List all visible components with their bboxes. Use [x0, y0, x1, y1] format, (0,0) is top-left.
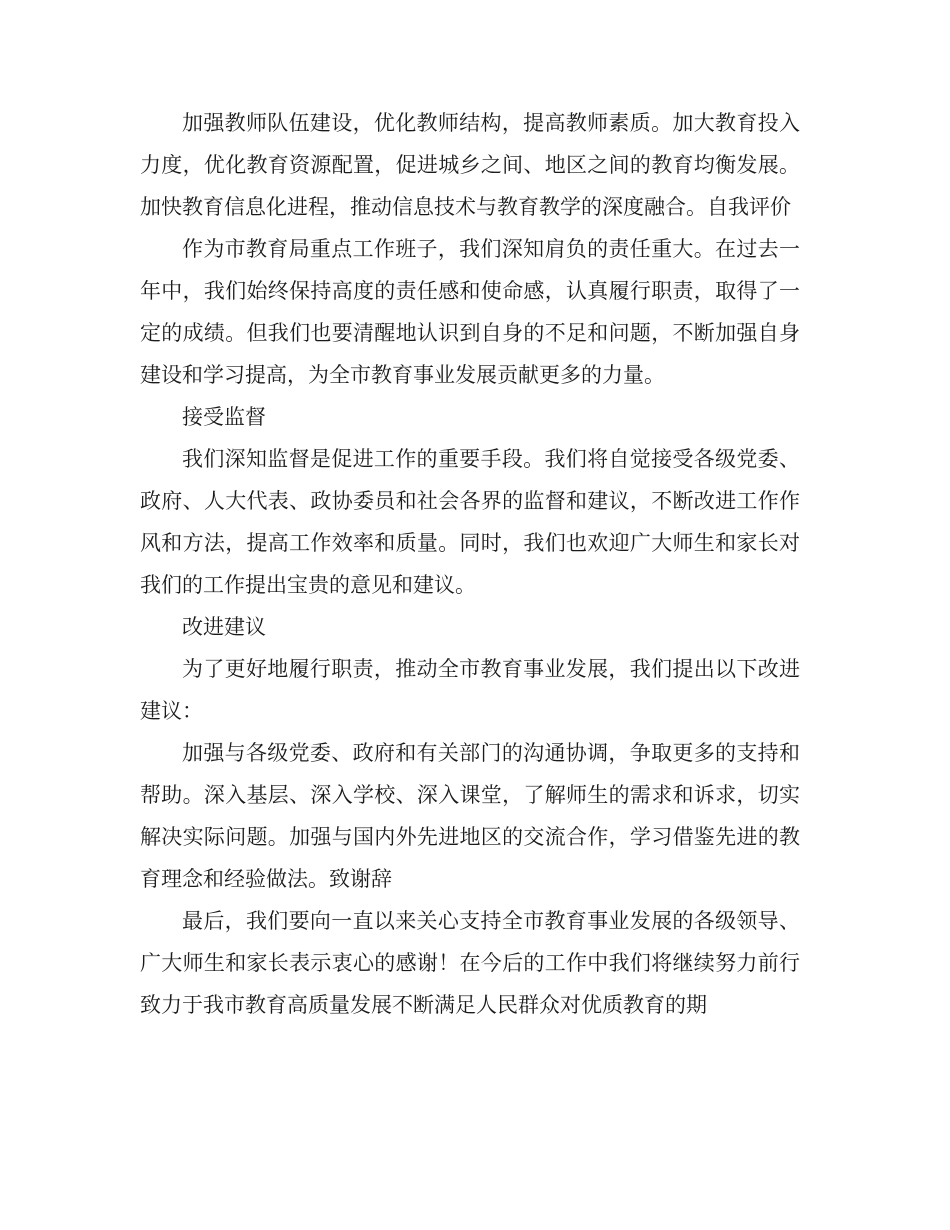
paragraph: 加强与各级党委、政府和有关部门的沟通协调，争取更多的支持和帮助。深入基层、深入学校、深入课堂，了解师生的需求和诉求，切实解决实际问题。加强与国内外先进地区的交流合作，学习借鉴先进的教育理念和经验做法。致谢辞 — [140, 741, 800, 891]
paragraph: 我们深知监督是促进工作的重要手段。我们将自觉接受各级党委、政府、人大代表、政协委员和社会各界的监督和建议，不断改进工作作风和方法，提高工作效率和质量。同时，我们也欢迎广大师生和家长对我们的工作提出宝贵的意见和建议。 — [140, 447, 800, 597]
paragraph: 作为市教育局重点工作班子，我们深知肩负的责任重大。在过去一年中，我们始终保持高度的责任感和使命感，认真履行职责，取得了一定的成绩。但我们也要清醒地认识到自身的不足和问题，不断加强自身建设和学习提高，为全市教育事业发展贡献更多的力量。 — [140, 237, 800, 387]
document-body — [140, 102, 800, 1026]
section-heading: 接受监督 — [182, 405, 266, 429]
section-heading: 改进建议 — [182, 615, 266, 639]
paragraph: 加强教师队伍建设，优化教师结构，提高教师素质。加大教育投入力度，优化教育资源配置，促进城乡之间、地区之间的教育均衡发展。加快教育信息化进程，推动信息技术与教育教学的深度融合。自我评价 — [140, 111, 800, 219]
paragraph: 为了更好地履行职责，推动全市教育事业发展，我们提出以下改进建议： — [140, 657, 800, 723]
paragraph: 最后，我们要向一直以来关心支持全市教育事业发展的各级领导、广大师生和家长表示衷心的感谢！在今后的工作中我们将继续努力前行致力于我市教育高质量发展不断满足人民群众对优质教育的期 — [140, 909, 800, 1017]
